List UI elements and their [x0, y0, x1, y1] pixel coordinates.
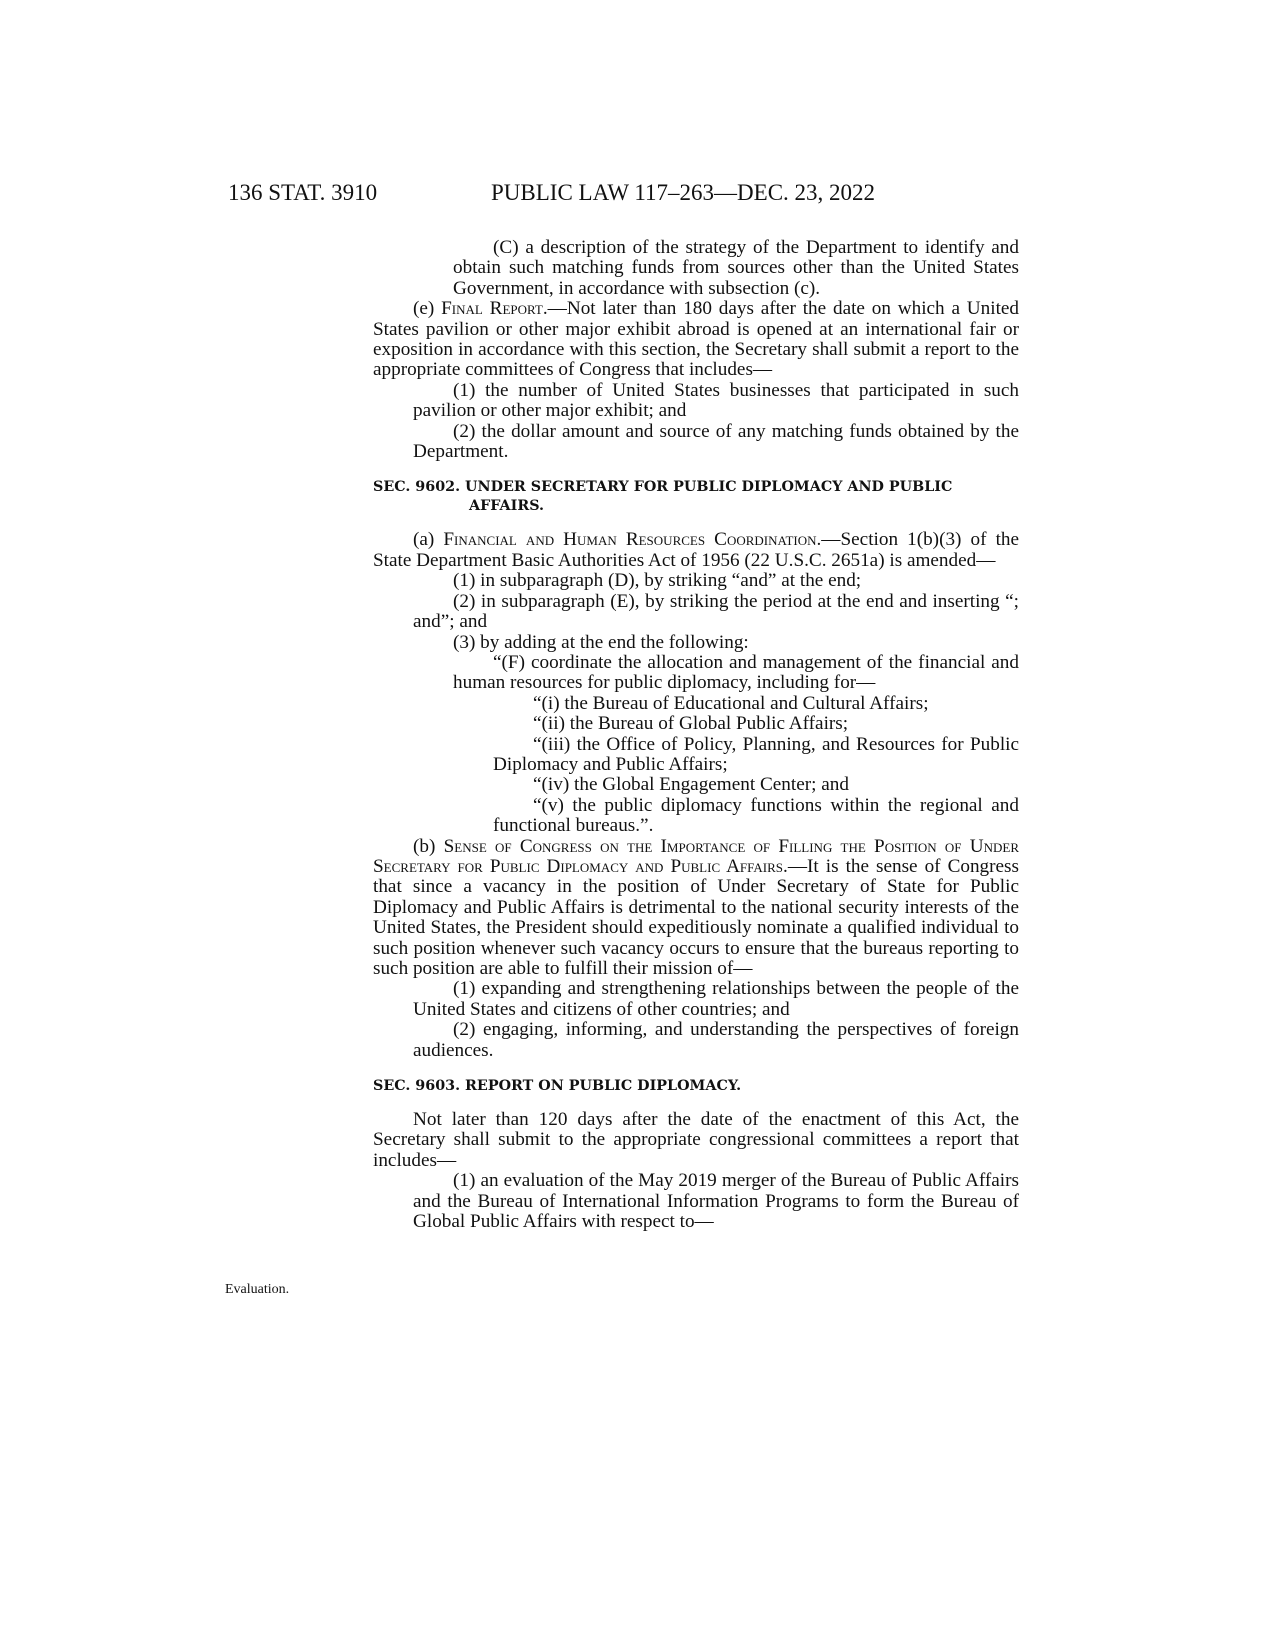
- paragraph-e-final-report: [373, 299, 1019, 381]
- section-heading-9602: SEC. 9602. UNDER SECRETARY FOR PUBLIC DIPLOMACY AND PUBLIC AFFAIRS.: [373, 479, 953, 515]
- paragraph-f-iv: “(iv) the Global Engagement Center; and: [533, 774, 849, 796]
- margin-note-evaluation: Evaluation.: [225, 1282, 290, 1297]
- running-header: [228, 180, 928, 212]
- paragraph-a-coordination: [373, 530, 1019, 571]
- paragraph-9603-intro: Not later than 120 days after the date of the enactment of this Act, the Secretary shall submit to the appropriate congressional committees a report that includes—: [373, 1109, 1019, 1171]
- paragraph-f: “(F) coordinate the allocation and management of the financial and human resources for public diplomacy, including for—: [453, 651, 1019, 694]
- document-body: [373, 238, 1019, 1232]
- stat-page-number: 136 STAT. 3910: [228, 180, 378, 205]
- paragraph-c: (C) a description of the strategy of the Department to identify and obtain such matching funds from sources other than the United States Government, in accordance with subsection (c).: [453, 237, 1019, 299]
- paragraph-a-3: (3) by adding at the end the following:: [453, 631, 749, 653]
- section-heading-9603: SEC. 9603. REPORT ON PUBLIC DIPLOMACY.: [373, 1078, 742, 1095]
- paragraph-e-2: (2) the dollar amount and source of any matching funds obtained by the Department.: [413, 420, 1019, 463]
- paragraph-f-i: “(i) the Bureau of Educational and Cultural Affairs;: [533, 692, 929, 714]
- paragraph-a-label: (a): [413, 529, 444, 551]
- paragraph-b-2: (2) engaging, informing, and understanding the perspectives of foreign audiences.: [413, 1019, 1019, 1061]
- paragraph-9603-1: (1) an evaluation of the May 2019 merger of the Bureau of Public Affairs and the Bureau of International Information Programs to form the Bureau of Global Public Affairs with respect to—: [413, 1170, 1019, 1233]
- paragraph-e-text: .—Not later than 180 days after the date on which a United States pavilion or other major exhibit abroad is opened at an international fair or exposition in accordance with this section, the Secretary shall submit a report to the appropriate committees of Congress that includes—: [373, 298, 1020, 381]
- paragraph-b-label: (b): [413, 835, 444, 857]
- paragraph-b-1: (1) expanding and strengthening relationships between the people of the United States and citizens of other countries; and: [413, 978, 1019, 1020]
- paragraph-e-label: (e): [413, 298, 442, 320]
- paragraph-a-heading: Financial and Human Resources Coordination: [443, 529, 817, 551]
- paragraph-e-heading: Final Report: [441, 298, 543, 320]
- paragraph-a-2: (2) in subparagraph (E), by striking the period at the end and inserting “; and”; and: [413, 590, 1019, 633]
- paragraph-f-ii: “(ii) the Bureau of Global Public Affairs;: [533, 713, 849, 735]
- paragraph-a-text: .—Section 1(b)(3) of the State Department Basic Authorities Act of 1956 (22 U.S.C. 2651a) is amended—: [373, 529, 1020, 571]
- paragraph-f-iii: “(iii) the Office of Policy, Planning, and Resources for Public Diplomacy and Public Affairs;: [493, 733, 1019, 775]
- paragraph-a-1: (1) in subparagraph (D), by striking “and” at the end;: [453, 570, 862, 592]
- paragraph-e-1: (1) the number of United States businesses that participated in such pavilion or other major exhibit; and: [413, 379, 1019, 422]
- public-law-title: PUBLIC LAW 117–263—DEC. 23, 2022: [491, 180, 876, 205]
- paragraph-b-heading: Sense of Congress on the Importance of Filling the Position of Under Secretary for Public Diplomacy and Public Affairs: [373, 835, 1019, 877]
- paragraph-b-text: .—It is the sense of Congress that since a vacancy in the position of Under Secretary of State for Public Diplomacy and Public Affairs is detrimental to the national security interests of the United States, the President should expeditiously nominate a qualified individual to such position whenever such vacancy occurs to ensure that the bureaus reporting to such position are able to fulfill their mission of—: [373, 855, 1019, 979]
- paragraph-f-v: “(v) the public diplomacy functions within the regional and functional bureaus.”.: [493, 794, 1019, 837]
- paragraph-b-sense-of-congress: [373, 837, 1019, 980]
